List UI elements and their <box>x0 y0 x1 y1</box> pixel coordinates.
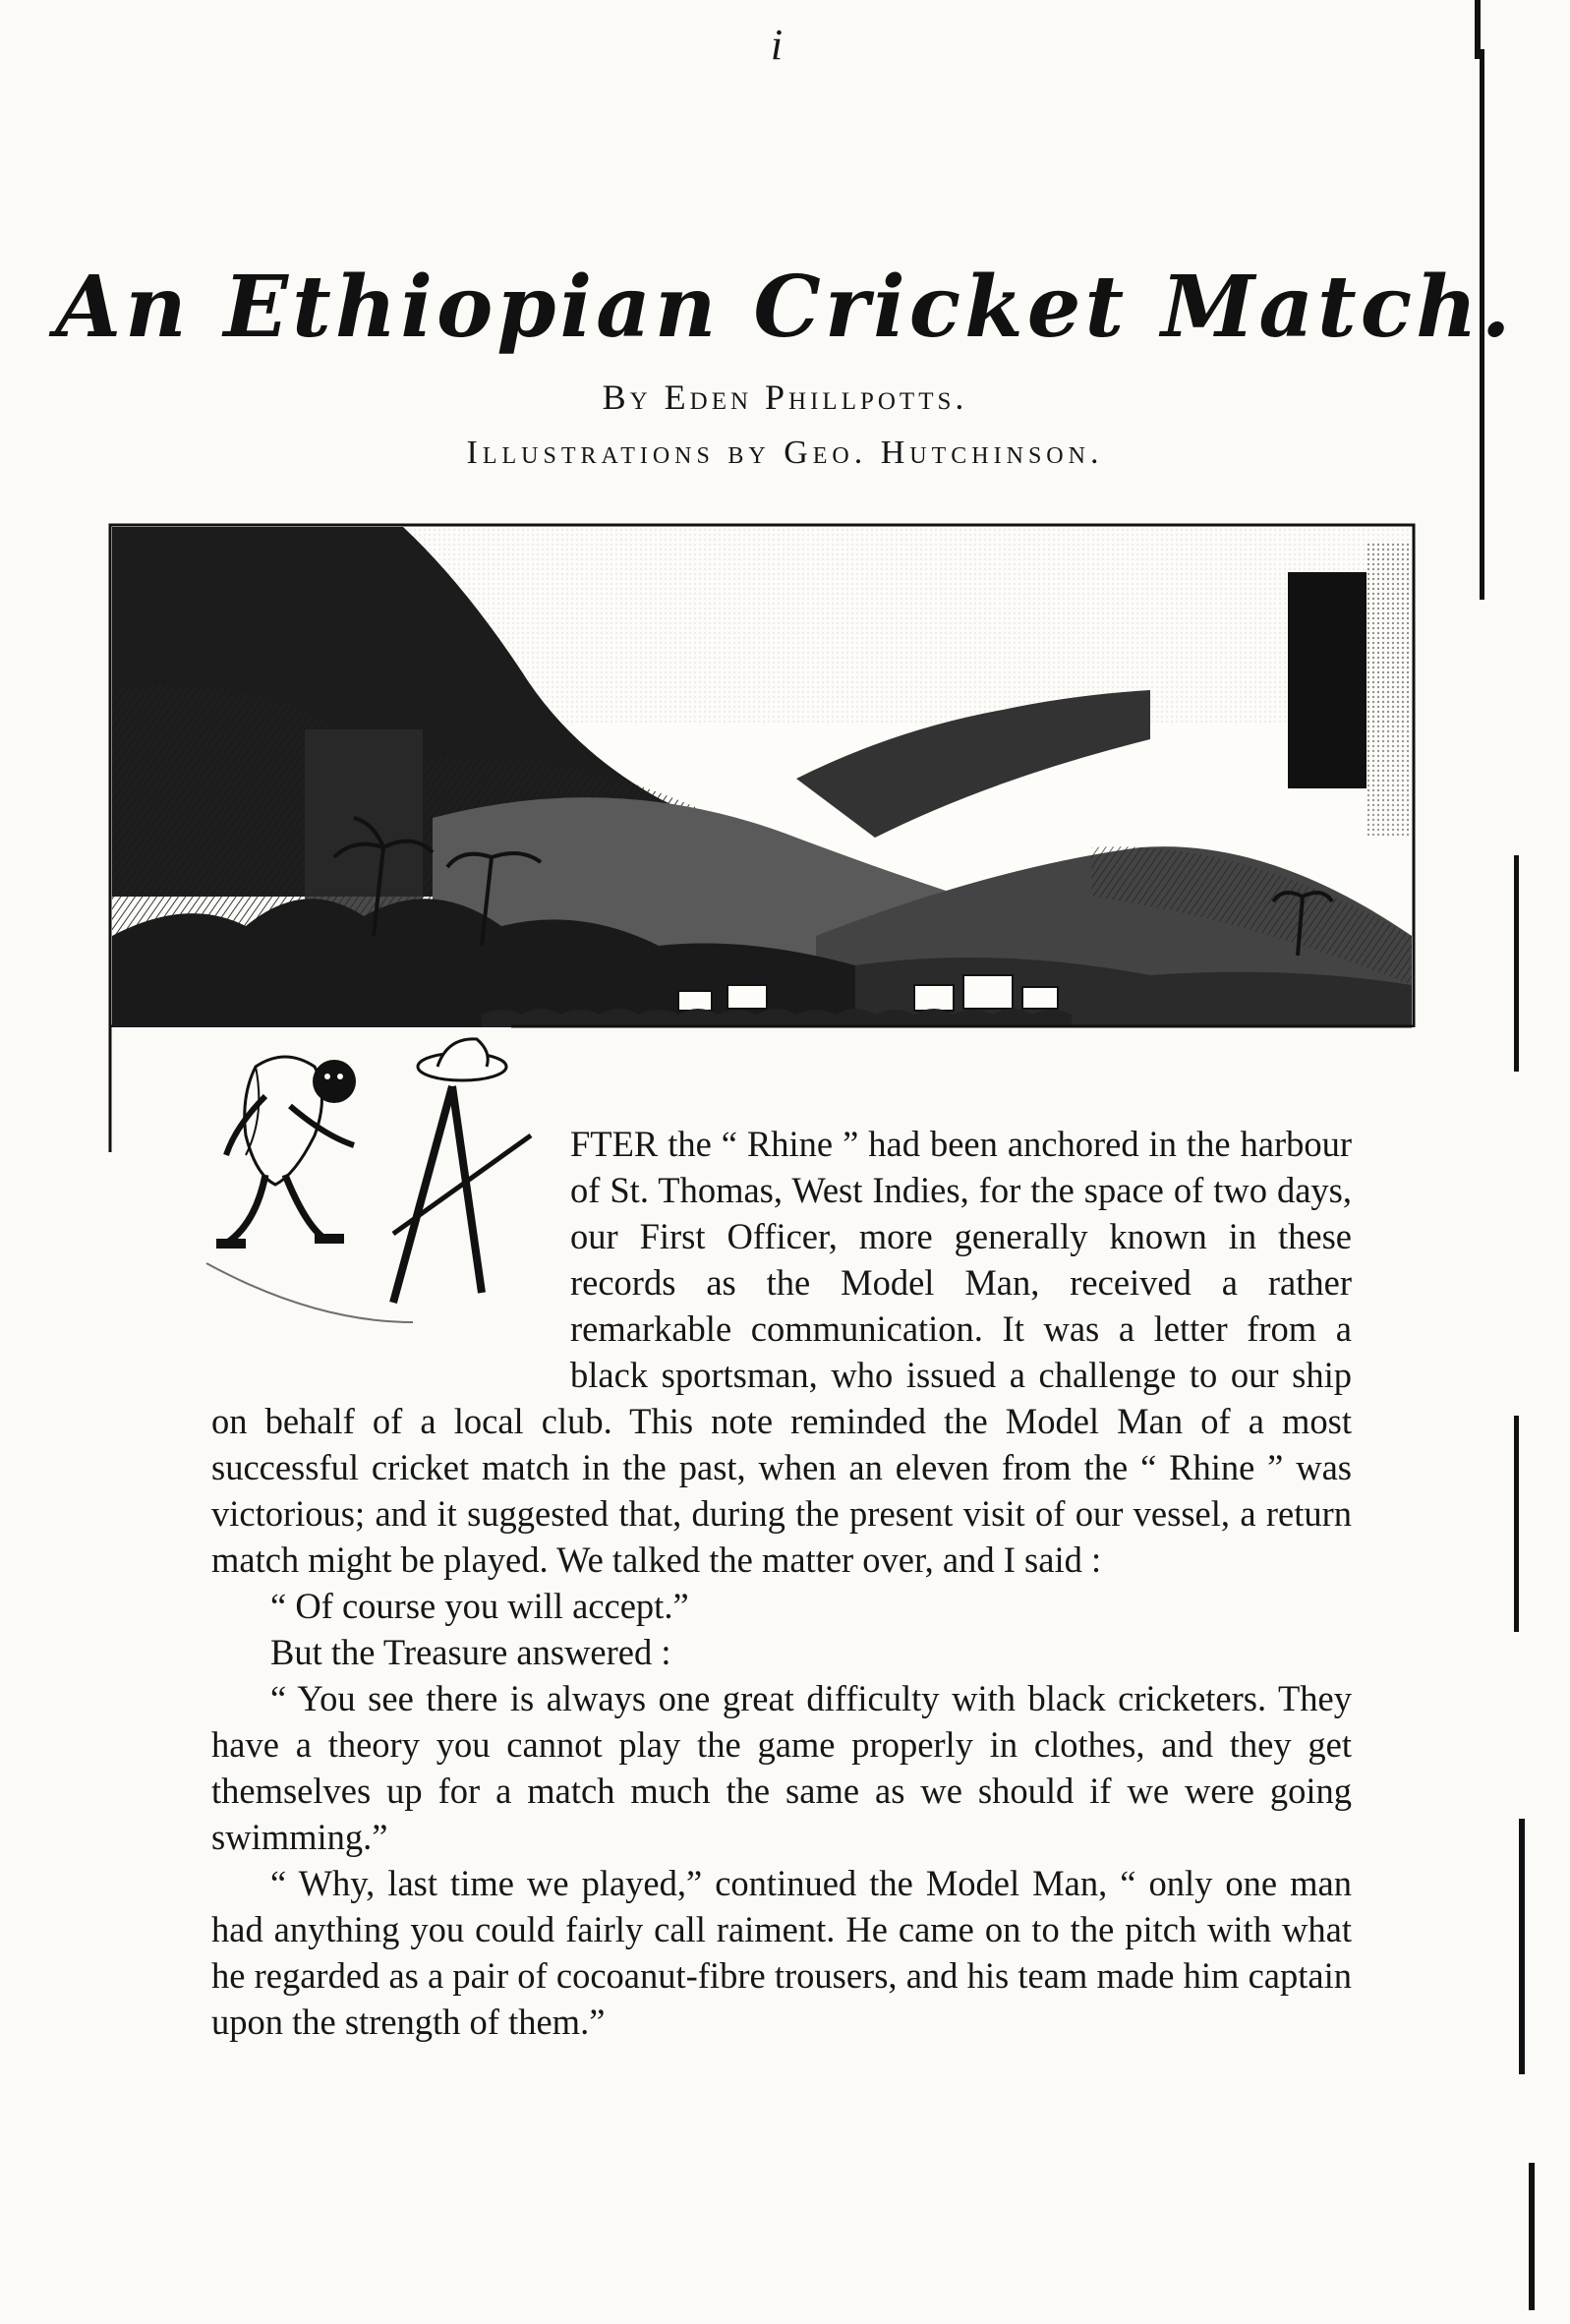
binding-edge-mark <box>1514 855 1519 1072</box>
illustrations-credit: Illustrations by Geo. Hutchinson. <box>466 435 1104 471</box>
page-title: An Ethiopian Cricket Match. <box>55 258 1515 357</box>
paragraph: “ Of course you will accept.” <box>270 1586 689 1626</box>
paragraph: But the Treasure answered : <box>270 1632 671 1672</box>
illustration-wrap-space <box>211 1121 570 1353</box>
article-body <box>211 1121 1352 2045</box>
binding-edge-mark <box>1519 1819 1525 2074</box>
paragraph: “ Why, last time we played,” continued the Model Man, “ only one man had anything you could fairly call raiment. He came on to the pitch with what he regarded as a pair of cocoanut-fibre trousers, and his team made him captain upon the strength of them.” <box>211 1863 1352 2042</box>
byline: By Eden Phillpotts. <box>602 378 968 417</box>
paragraph: “ You see there is always one great difficulty with black cricketers. They have a theory you cannot play the game properly in clothes, and they get themselves up for a match much the same as we should if we were going swimming.” <box>211 1678 1352 1857</box>
opening-paragraph: FTER the “ Rhine ” had been anchored in the harbour of St. Thomas, West Indies, for the space of two days, our First Officer, more generally known in these records as the Model Man, received a rather remarkable communication. It was a letter from a black sportsman, who issued a challenge to our ship on behalf of a local club. This note reminded the Model Man of a most successful cricket match in the past, when an eleven from the “ Rhine ” was victorious; and it suggested that, during the present visit of our vessel, a return match might be played. We talked the matter over, and I said : <box>211 1124 1352 1580</box>
binding-edge-mark <box>1529 2163 1535 2310</box>
folio: i <box>770 21 784 69</box>
binding-edge-mark <box>1514 1416 1519 1632</box>
